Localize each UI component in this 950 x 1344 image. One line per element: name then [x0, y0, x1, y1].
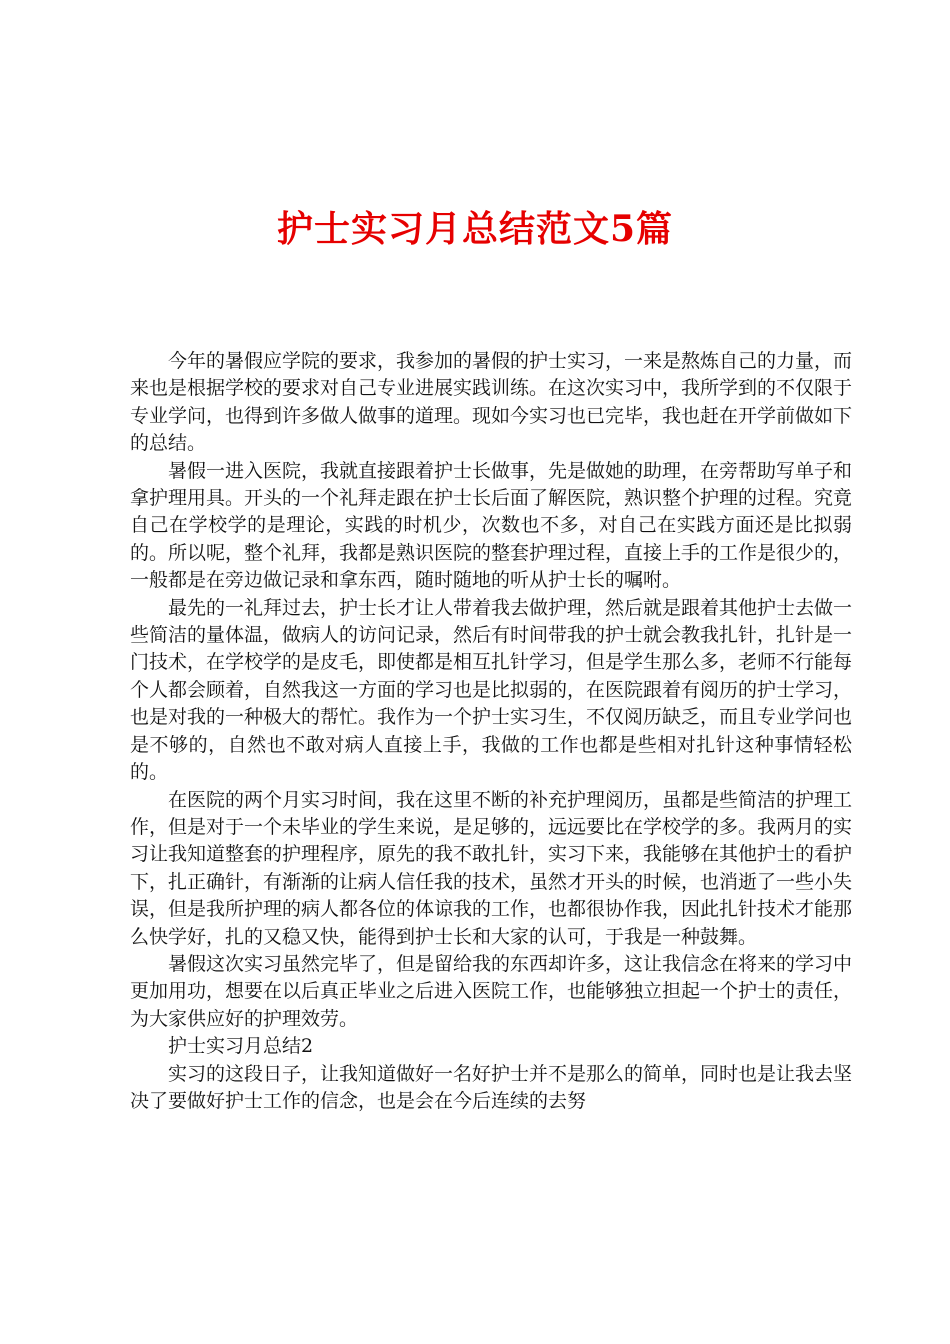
- paragraph: 暑假一进入医院，我就直接跟着护士长做事，先是做她的助理，在旁帮助写单子和拿护理用具。开头的一个礼拜走跟在护士长后面了解医院，熟识整个护理的过程。究竟自己在学校学的是理论，实践的时机少，次数也不多，对自己在实践方面还是比拟弱的。所以呢，整个礼拜，我都是熟识医院的整套护理过程，直接上手的工作是很少的，一般都是在旁边做记录和拿东西，随时随地的听从护士长的嘱咐。: [130, 459, 853, 592]
- paragraph: 实习的这段日子，让我知道做好一名好护士并不是那么的简单，同时也是让我去坚决了要做好护士工作的信念，也是会在今后连续的去努: [130, 1062, 853, 1112]
- paragraph: 最先的一礼拜过去，护士长才让人带着我去做护理，然后就是跟着其他护士去做一些简洁的量体温，做病人的访问记录，然后有时间带我的护士就会教我扎针，扎针是一门技术，在学校学的是皮毛，即使都是相互扎针学习，但是学生那么多，老师不行能每个人都会顾着，自然我这一方面的学习也是比拟弱的，在医院跟着有阅历的护士学习，也是对我的一种极大的帮忙。我作为一个护士实习生，不仅阅历缺乏，而且专业学问也是不够的，自然也不敢对病人直接上手，我做的工作也都是些相对扎针这种事情轻松的。: [130, 596, 853, 784]
- paragraph: 在医院的两个月实习时间，我在这里不断的补充护理阅历，虽都是些简洁的护理工作，但是对于一个未毕业的学生来说，是足够的，远远要比在学校学的多。我两月的实习让我知道整套的护理程序，原先的我不敢扎针，实习下来，我能够在其他护士的看护下，扎正确针，有渐渐的让病人信任我的技术，虽然才开头的时候，也消逝了一些小失误，但是我所护理的病人都各位的体谅我的工作，也都很协作我，因此扎针技术才能那么快学好，扎的又稳又快，能得到护士长和大家的认可，于我是一种鼓舞。: [130, 788, 853, 948]
- document-title: 护士实习月总结范文5篇: [276, 208, 674, 250]
- paragraph: 今年的暑假应学院的要求，我参加的暑假的护士实习，一来是熬炼自己的力量，而来也是根据学校的要求对自己专业进展实践训练。在这次实习中，我所学到的不仅限于专业学问，也得到许多做人做事的道理。现如今实习也已完毕，我也赶在开学前做如下的总结。: [130, 350, 853, 455]
- document-body: [130, 348, 852, 1115]
- paragraph: 暑假这次实习虽然完毕了，但是留给我的东西却许多，这让我信念在将来的学习中更加用功，想要在以后真正毕业之后进入医院工作，也能够独立担起一个护士的责任，为大家供应好的护理效劳。: [130, 952, 853, 1030]
- section-heading: 护士实习月总结2: [168, 1035, 314, 1058]
